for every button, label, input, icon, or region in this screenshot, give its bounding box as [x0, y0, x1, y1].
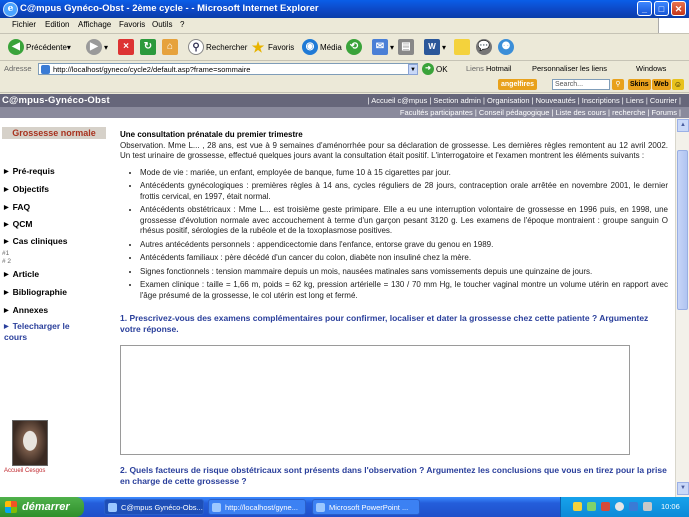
- current-course-label: Grossesse normale: [2, 127, 106, 139]
- menu-help[interactable]: ?: [180, 20, 185, 29]
- close-button[interactable]: ✕: [671, 1, 686, 16]
- stop-icon: ×: [118, 39, 134, 55]
- forward-arrow-icon: ▶: [86, 39, 102, 55]
- web-button[interactable]: Web: [654, 81, 669, 88]
- back-button[interactable]: ◀ Précédente ▾: [8, 37, 71, 57]
- task-ie-localhost[interactable]: http://localhost/gyne...: [208, 499, 306, 515]
- task-ie-campus[interactable]: C@mpus Gynéco-Obs...: [104, 499, 204, 515]
- toolbar: [0, 34, 689, 61]
- site-subheader: [0, 107, 689, 118]
- list-item: • Signes fonctionnels : tension mammaire depuis un mois, nausées matinales sans vomissements depuis une quinzaine de jours.: [140, 267, 668, 278]
- history-icon: ⟲: [346, 39, 362, 55]
- media-globe-icon: ◉: [302, 39, 318, 55]
- list-item: • Antécédents gynécologiques : premières règles à 14 ans, cycles réguliers de 28 jours, contraception orale arrêtée en novembre 2001, le dernier frottis cervical, en 1997, était normal.: [140, 181, 668, 202]
- go-arrow-icon: ➜: [422, 63, 434, 75]
- link-hotmail[interactable]: Hotmail: [486, 64, 512, 73]
- menu-favoris[interactable]: Favoris: [119, 20, 146, 29]
- tray-icon[interactable]: [573, 502, 582, 511]
- primary-nav[interactable]: | Accueil c@mpus | Section admin | Organisation | Nouveautés | Inscriptions | Liens | Courrier |: [367, 96, 681, 105]
- sidebar-item-qcm[interactable]: ▶ QCM: [4, 219, 32, 229]
- mail-icon: ✉: [372, 39, 388, 55]
- tray-icon[interactable]: [587, 502, 596, 511]
- sidebar-item-faq[interactable]: ▶ FAQ: [4, 202, 30, 212]
- print-button[interactable]: [398, 37, 416, 57]
- back-arrow-icon: ◀: [8, 39, 24, 55]
- menu-fichier[interactable]: Fichier: [12, 20, 37, 29]
- menu-edition[interactable]: Edition: [45, 20, 70, 29]
- list-item: • Autres antécédents personnels : appendicectomie dans l'enfance, entorse grave du genou en 1989.: [140, 240, 668, 251]
- sidebar-item-article[interactable]: ▶ Article: [4, 269, 39, 279]
- media-button[interactable]: ◉ Média: [302, 37, 342, 57]
- site-title: C@mpus-Gynéco-Obst: [2, 95, 110, 106]
- note-button[interactable]: [454, 37, 472, 57]
- main-content: [112, 118, 675, 497]
- angelfire-brand[interactable]: angelfires: [498, 79, 537, 90]
- home-icon: ⌂: [162, 39, 178, 55]
- site-header: [0, 94, 689, 107]
- link-windows[interactable]: Windows: [636, 64, 667, 73]
- refresh-button[interactable]: [140, 37, 158, 57]
- mail-button[interactable]: ✉ ▾: [372, 37, 394, 57]
- star-icon: ★: [251, 39, 265, 55]
- list-item: • Antécédents familiaux : père décédé d'un cancer du colon, diabète non insuliné chez la mère.: [140, 253, 668, 264]
- menu-bar: [0, 18, 689, 34]
- forward-button[interactable]: ▶ ▾: [86, 37, 108, 57]
- word-icon: W: [424, 39, 440, 55]
- tray-icon[interactable]: [615, 502, 624, 511]
- title-bar: [0, 0, 689, 18]
- skins-button[interactable]: Skins: [630, 81, 649, 88]
- menu-outils[interactable]: Outils: [152, 20, 173, 29]
- note-icon: [454, 39, 470, 55]
- toolbar-search-input[interactable]: Search...: [552, 79, 610, 90]
- task-powerpoint[interactable]: Microsoft PowerPoint ...: [312, 499, 420, 515]
- address-dropdown-icon[interactable]: ▼: [408, 64, 418, 75]
- volume-icon[interactable]: [643, 502, 652, 511]
- list-item: • Antécédents obstétricaux : Mme L... est troisième geste primipare. Elle a eu une interruption volontaire de grossesse en 1996 puis, en 1998, une grossesse d'évolution normale avec accouchement à terme d'un garçon pesant 3120 g. Les examens de l'époque montraient : groupe sanguin O rhésus positif, sérologies de la rubéole et de la toxoplasmose positives.: [140, 205, 668, 237]
- address-label: Adresse: [4, 64, 32, 73]
- window-title: C@mpus Gynéco-Obst - 2ème cycle - - Microsoft Internet Explorer: [20, 3, 319, 14]
- search-toolbar: [0, 78, 689, 93]
- tray-icon[interactable]: [601, 502, 610, 511]
- go-button[interactable]: ➜ OK: [422, 63, 448, 75]
- secondary-nav[interactable]: Facultés participantes | Conseil pédagogique | Liste des cours | recherche | Forums |: [399, 108, 681, 117]
- stop-button[interactable]: [118, 37, 136, 57]
- history-button[interactable]: [346, 37, 364, 57]
- sidebar-item-cas-cliniques[interactable]: ▶ Cas cliniques: [4, 236, 67, 246]
- portrait-image: [12, 420, 48, 466]
- minimize-button[interactable]: _: [637, 1, 652, 16]
- scroll-down-icon[interactable]: ▼: [677, 482, 689, 495]
- people-icon: ⚉: [498, 39, 514, 55]
- scroll-thumb[interactable]: [677, 150, 688, 310]
- menu-affichage[interactable]: Affichage: [78, 20, 112, 29]
- people-button[interactable]: [498, 37, 516, 57]
- refresh-icon: ↻: [140, 39, 156, 55]
- case-details-list: [120, 168, 668, 302]
- vertical-scrollbar[interactable]: [675, 118, 689, 497]
- question-2: 2. Quels facteurs de risque obstétricaux sont présents dans l'observation ? Argumentez les conclusions que vous en tirez pour la prise en charge de cette grossesse ?: [120, 465, 667, 486]
- links-label: Liens: [466, 64, 484, 73]
- question-1: 1. Prescrivez-vous des examens complémentaires pour confirmer, localiser et dater la grossesse chez cette patiente ? Argumentez votre réponse.: [120, 313, 649, 334]
- address-input[interactable]: http://localhost/gyneco/cycle2/default.asp?frame=sommaire: [38, 63, 418, 75]
- home-button[interactable]: [162, 37, 180, 57]
- sidebar-item-objectifs[interactable]: ▶ Objectifs: [4, 184, 49, 194]
- ie-logo-icon: e: [3, 2, 18, 17]
- case-link-1[interactable]: #1: [2, 250, 10, 257]
- taskbar: [0, 497, 689, 517]
- download-course-link[interactable]: ▶ Telecharger le cours: [4, 322, 84, 342]
- toolbar-menu-icon[interactable]: ☺: [673, 80, 683, 89]
- word-button[interactable]: W ▾: [424, 37, 446, 57]
- chat-icon: 💬: [476, 39, 492, 55]
- search-button[interactable]: ⚲ Rechercher: [188, 37, 247, 57]
- address-bar: [0, 61, 689, 79]
- list-item: • Mode de vie : mariée, un enfant, employée de banque, fume 10 à 15 cigarettes par jour.: [140, 168, 668, 179]
- windows-flag-icon: [658, 18, 689, 33]
- case-heading: Une consultation prénatale du premier trimestre: [120, 130, 303, 139]
- scroll-up-icon[interactable]: ▲: [677, 119, 689, 132]
- system-tray: [560, 497, 689, 517]
- toolbar-search-icon[interactable]: ⚲: [612, 79, 624, 90]
- link-personnaliser[interactable]: Personnaliser les liens: [532, 64, 608, 73]
- maximize-button[interactable]: □: [654, 1, 669, 16]
- case-intro: Observation. Mme L... , 28 ans, est vue à 9 semaines d'aménorrhée pour sa déclaration de grossesse. Les dernières règles remontent au 12 avril 2002. Un test urinaire de grossesse, effectué quelques jours avant la consultation était positif. L'interrogatoire et l'examen montrent les éléments suivants :: [120, 140, 668, 160]
- messenger-button[interactable]: [476, 37, 494, 57]
- course-sidebar: [0, 118, 112, 497]
- tray-icon[interactable]: [629, 502, 638, 511]
- list-item: • Examen clinique : taille = 1,66 m, poids = 62 kg, pression artérielle = 130 / 70 mm Hg, le toucher vaginal montre un volume utérin en rapport avec l'âge présumé de la grossesse, le col utérin est long et fermé.: [140, 280, 668, 301]
- sidebar-item-prerequis[interactable]: ▶ Pré-requis: [4, 166, 55, 176]
- search-icon: ⚲: [188, 39, 204, 55]
- sidebar-item-annexes[interactable]: ▶ Annexes: [4, 305, 48, 315]
- start-button[interactable]: démarrer: [0, 497, 84, 517]
- answer-1-textarea[interactable]: [120, 345, 630, 455]
- sidebar-item-bibliographie[interactable]: ▶ Bibliographie: [4, 287, 67, 297]
- clock: 10:06: [661, 502, 680, 511]
- favorites-button[interactable]: ★ Favoris: [251, 39, 295, 55]
- print-icon: ▤: [398, 39, 414, 55]
- case-link-2[interactable]: # 2: [2, 258, 12, 265]
- portrait-caption[interactable]: Accueil Cesgos: [4, 468, 46, 474]
